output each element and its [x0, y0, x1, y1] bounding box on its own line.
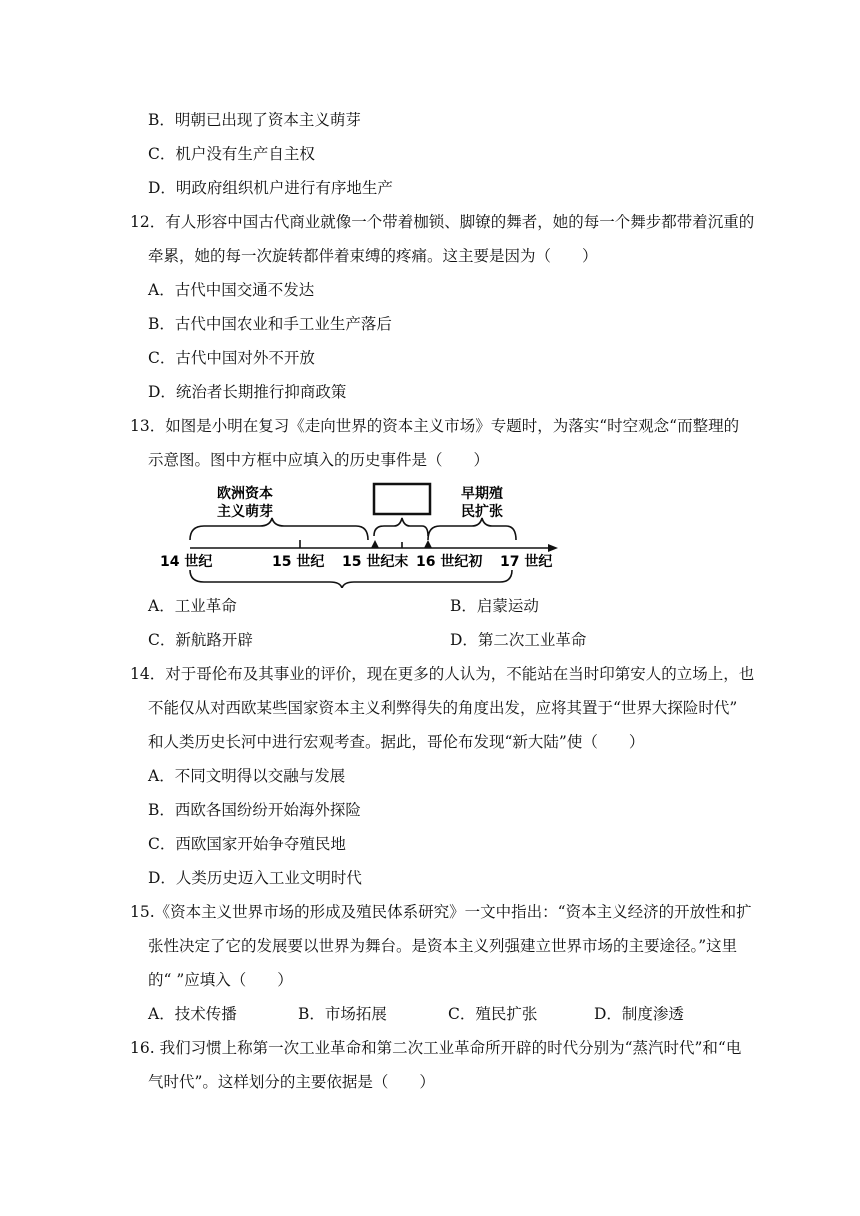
q14-option-d: D．人类历史迈入工业文明时代	[148, 869, 362, 887]
timeline-figure	[160, 478, 560, 588]
q12-stem-line1: 12．有人形容中国古代商业就像一个带着枷锁、脚镣的舞者，她的每一个舞步都带着沉重的	[130, 213, 755, 231]
tick-label-14c: 14 世纪	[160, 554, 213, 570]
label-early-colonial-2: 民扩张	[461, 504, 503, 520]
q14-stem-line2: 不能仅从对西欧某些国家资本主义利弊得失的角度出发，应将其置于“世界大探险时代”	[148, 699, 738, 717]
q14-option-c: C．西欧国家开始争夺殖民地	[148, 835, 346, 853]
q15-stem-line3: 的“ ”应填入（ ）	[148, 971, 293, 989]
q12-option-c: C．古代中国对外不开放	[148, 349, 315, 367]
q13-stem-line2: 示意图。图中方框中应填入的历史事件是（ ）	[148, 451, 490, 469]
axis-arrow	[548, 544, 558, 552]
q14-stem-line1: 14．对于哥伦布及其事业的评价，现在更多的人认为，不能站在当时印第安人的立场上，也	[130, 665, 755, 683]
label-capitalism-sprouts-1: 欧洲资本	[217, 486, 273, 502]
q15-option-d: D．制度渗透	[594, 1005, 684, 1023]
brace-capitalism	[190, 518, 368, 540]
label-early-colonial-1: 早期殖	[461, 486, 503, 502]
tick-label-17c: 17 世纪	[500, 554, 553, 570]
marker-15c-end	[371, 540, 379, 548]
q13-option-b: B．启蒙运动	[450, 597, 539, 615]
label-capitalism-sprouts-2: 主义萌芽	[217, 504, 273, 520]
brace-bottom	[190, 570, 512, 588]
q13-option-c: C．新航路开辟	[148, 631, 253, 649]
q15-option-c: C．殖民扩张	[448, 1005, 538, 1023]
q12-option-b: B．古代中国农业和手工业生产落后	[148, 315, 392, 333]
brace-colonial	[428, 518, 516, 540]
q13-option-a: A．工业革命	[148, 597, 237, 615]
q11-option-c: C．机户没有生产自主权	[148, 145, 315, 163]
tick-label-15c-end: 15 世纪末	[342, 554, 409, 570]
marker-16c-start	[424, 540, 432, 548]
q12-option-d: D．统治者长期推行抑商政策	[148, 383, 347, 401]
q14-option-a: A．不同文明得以交融与发展	[148, 767, 346, 785]
brace-box	[374, 518, 428, 536]
answer-box	[374, 484, 430, 514]
q14-stem-line3: 和人类历史长河中进行宏观考查。据此，哥伦布发现“新大陆”使（ ）	[148, 733, 645, 751]
tick-label-15c: 15 世纪	[272, 554, 325, 570]
q11-option-b: B．明朝已出现了资本主义萌芽	[148, 111, 361, 129]
q16-stem-line2: 气时代”。这样划分的主要依据是（ ）	[148, 1073, 435, 1091]
q13-option-d: D．第二次工业革命	[450, 631, 587, 649]
q15-option-a: A．技术传播	[148, 1005, 237, 1023]
q15-stem-line1: 15.《资本主义世界市场的形成及殖民体系研究》一文中指出：“资本主义经济的开放性和扩	[130, 903, 752, 921]
q12-option-a: A．古代中国交通不发达	[148, 281, 315, 299]
tick-label-16c-start: 16 世纪初	[416, 554, 483, 570]
q14-option-b: B．西欧各国纷纷开始海外探险	[148, 801, 361, 819]
q15-option-b: B．市场拓展	[298, 1005, 387, 1023]
q13-stem-line1: 13．如图是小明在复习《走向世界的资本主义市场》专题时，为落实“时空观念“而整理的	[130, 417, 740, 435]
q15-stem-line2: 张性决定了它的发展要以世界为舞台。是资本主义列强建立世界市场的主要途径。”这里	[148, 937, 738, 955]
q11-option-d: D．明政府组织机户进行有序地生产	[148, 179, 393, 197]
q12-stem-line2: 牵累，她的每一次旋转都伴着束缚的疼痛。这主要是因为（ ）	[148, 247, 598, 265]
q16-stem-line1: 16. 我们习惯上称第一次工业革命和第二次工业革命所开辟的时代分别为“蒸汽时代”和“电	[130, 1039, 742, 1057]
